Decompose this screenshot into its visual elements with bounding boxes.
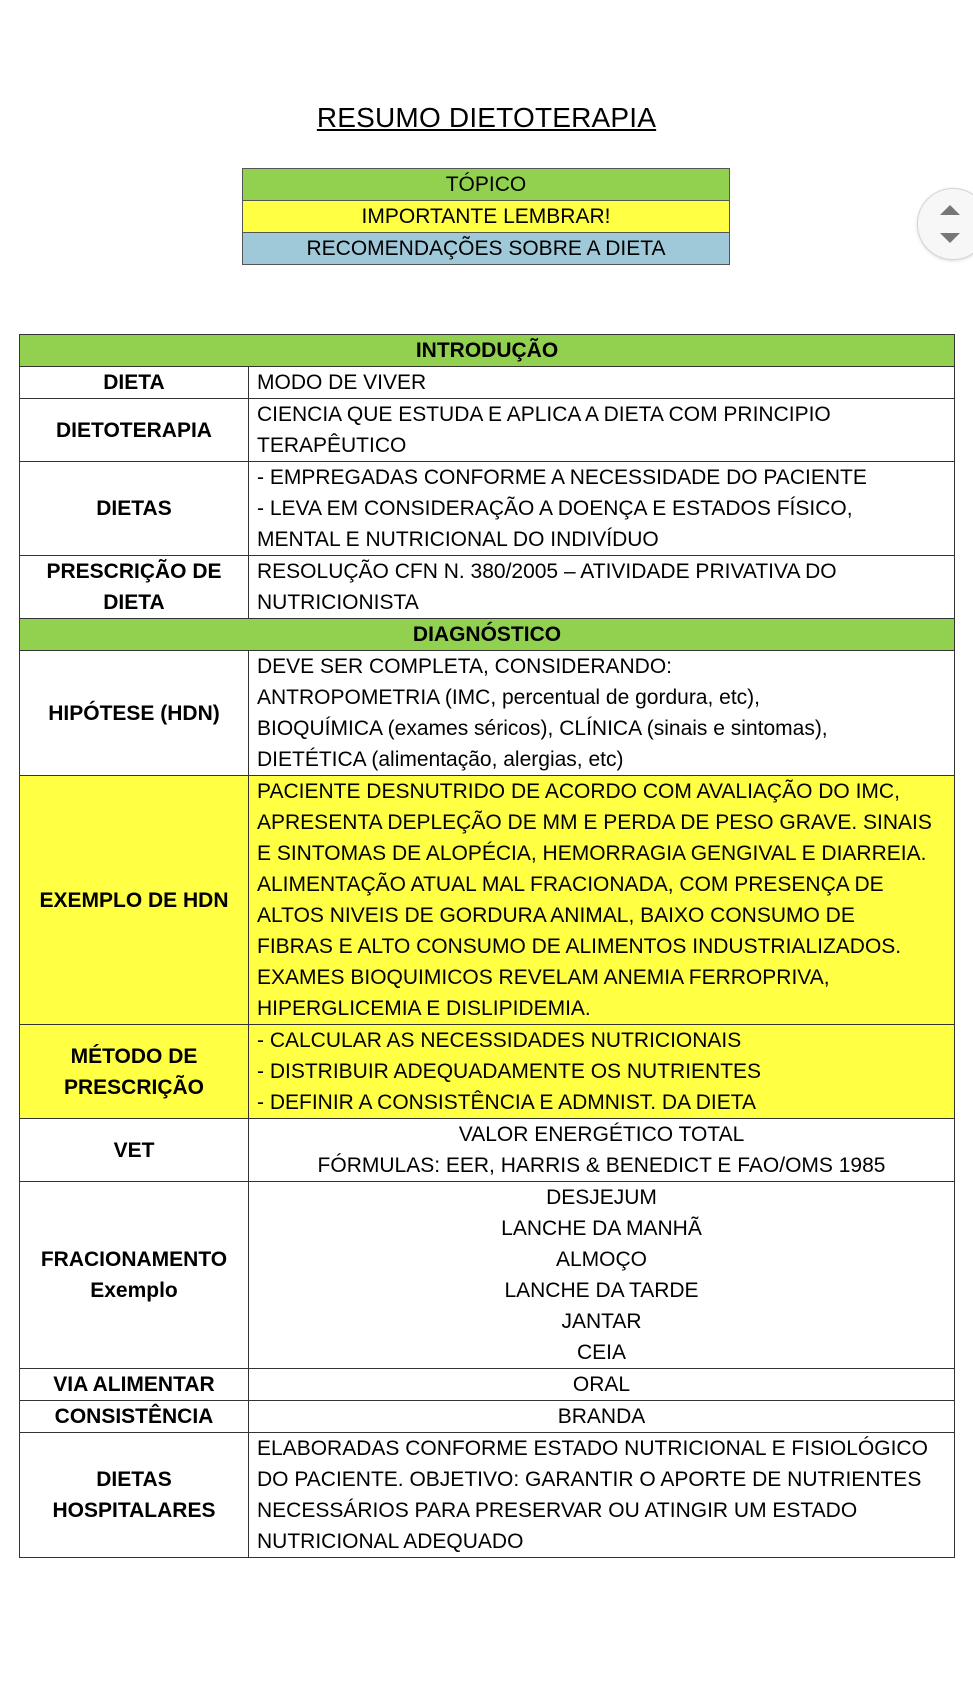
content-line: CIENCIA QUE ESTUDA E APLICA A DIETA COM PRINCIPIO	[257, 403, 831, 426]
row-dietas	[20, 462, 955, 556]
content-line: ELABORADAS CONFORME ESTADO NUTRICIONAL E FISIOLÓGICO	[257, 1437, 928, 1460]
row-vet	[20, 1119, 955, 1182]
content-line: NECESSÁRIOS PARA PRESERVAR OU ATINGIR UM ESTADO	[257, 1499, 858, 1522]
row-dietoterapia	[20, 399, 955, 462]
content-line: LANCHE DA TARDE	[504, 1279, 699, 1302]
legend-topic: TÓPICO	[243, 169, 729, 201]
summary-table	[19, 334, 955, 1558]
row-content	[249, 1025, 955, 1119]
row-content	[249, 1433, 955, 1558]
row-content	[249, 776, 955, 1025]
content-line: DEVE SER COMPLETA, CONSIDERANDO:	[257, 655, 673, 678]
row-prescricao	[20, 556, 955, 619]
row-label	[20, 1025, 249, 1119]
content-line: CEIA	[577, 1341, 627, 1364]
content-line: NUTRICIONISTA	[257, 591, 419, 614]
row-content	[249, 1182, 955, 1369]
row-fracionamento	[20, 1182, 955, 1369]
row-label: DIETAS	[20, 462, 249, 556]
row-label: VIA ALIMENTAR	[20, 1369, 249, 1401]
content-line: PACIENTE DESNUTRIDO DE ACORDO COM AVALIAÇÃO DO IMC,	[257, 780, 900, 803]
chevron-up-icon[interactable]	[940, 205, 960, 215]
row-label: HIPÓTESE (HDN)	[20, 651, 249, 776]
content-line: FIBRAS E ALTO CONSUMO DE ALIMENTOS INDUSTRIALIZADOS.	[257, 935, 902, 958]
content-line: - DEFINIR A CONSISTÊNCIA E ADMNIST. DA DIETA	[257, 1091, 757, 1114]
content-line: E SINTOMAS DE ALOPÉCIA, HEMORRAGIA GENGIVAL E DIARREIA.	[257, 842, 927, 865]
row-hipotese	[20, 651, 955, 776]
content-line: TERAPÊUTICO	[257, 434, 407, 457]
content-line: ALMOÇO	[556, 1248, 648, 1271]
content-line: LANCHE DA MANHÃ	[501, 1217, 702, 1240]
content-line: - LEVA EM CONSIDERAÇÃO A DOENÇA E ESTADOS FÍSICO,	[257, 497, 853, 520]
label-line: MÉTODO DE	[70, 1044, 198, 1068]
content-line: APRESENTA DEPLEÇÃO DE MM E PERDA DE PESO GRAVE. SINAIS	[257, 811, 932, 834]
content-line: EXAMES BIOQUIMICOS REVELAM ANEMIA FERROPRIVA,	[257, 966, 830, 989]
legend-important: IMPORTANTE LEMBRAR!	[243, 201, 729, 233]
section-header-intro	[20, 335, 955, 367]
row-content	[249, 651, 955, 776]
row-via-alimentar	[20, 1369, 955, 1401]
row-metodo	[20, 1025, 955, 1119]
label-line: PRESCRIÇÃO DE	[46, 560, 222, 583]
label-line: DIETA	[103, 591, 165, 614]
label-line: FRACIONAMENTO	[40, 1248, 228, 1271]
row-label: EXEMPLO DE HDN	[20, 776, 249, 1025]
content-line: - CALCULAR AS NECESSIDADES NUTRICIONAIS	[257, 1029, 742, 1052]
content-line: RESOLUÇÃO CFN N. 380/2005 – ATIVIDADE PRIVATIVA DO	[257, 560, 837, 583]
content-line: ALTOS NIVEIS DE GORDURA ANIMAL, BAIXO CONSUMO DE	[257, 904, 855, 927]
content-line: VALOR ENERGÉTICO TOTAL	[458, 1123, 745, 1146]
row-dieta	[20, 367, 955, 399]
label-line: Exemplo	[90, 1279, 178, 1302]
row-dietas-hospitalares	[20, 1433, 955, 1558]
row-label: DIETA	[20, 367, 249, 399]
content-line: DESJEJUM	[546, 1186, 657, 1209]
row-label: CONSISTÊNCIA	[20, 1401, 249, 1433]
row-content	[249, 399, 955, 462]
content-line: DIETÉTICA (alimentação, alergias, etc)	[257, 748, 624, 771]
content-line: - EMPREGADAS CONFORME A NECESSIDADE DO PACIENTE	[257, 466, 867, 489]
content-line: NUTRICIONAL ADEQUADO	[257, 1530, 524, 1553]
content-line: JANTAR	[561, 1310, 642, 1333]
row-content: BRANDA	[249, 1401, 955, 1433]
row-label: DIETOTERAPIA	[20, 399, 249, 462]
content-line: ANTROPOMETRIA (IMC, percentual de gordura, etc),	[257, 686, 760, 709]
content-line: - DISTRIBUIR ADEQUADAMENTE OS NUTRIENTES	[257, 1060, 762, 1083]
page-navigator[interactable]	[917, 188, 973, 260]
content-line: BIOQUÍMICA (exames séricos), CLÍNICA (sinais e sintomas),	[257, 717, 828, 740]
color-legend	[242, 168, 730, 265]
legend-recommendations: RECOMENDAÇÕES SOBRE A DIETA	[243, 233, 729, 264]
section-title: DIAGNÓSTICO	[20, 619, 955, 651]
content-line: ALIMENTAÇÃO ATUAL MAL FRACIONADA, COM PRESENÇA DE	[257, 873, 884, 896]
row-content	[249, 1119, 955, 1182]
row-content: ORAL	[249, 1369, 955, 1401]
row-consistencia	[20, 1401, 955, 1433]
row-exemplo-hdn	[20, 776, 955, 1025]
content-line: HIPERGLICEMIA E DISLIPIDEMIA.	[257, 997, 591, 1020]
document-title: RESUMO DIETOTERAPIA	[316, 102, 657, 133]
row-content	[249, 556, 955, 619]
row-label	[20, 1433, 249, 1558]
content-line: MENTAL E NUTRICIONAL DO INDIVÍDUO	[257, 528, 659, 551]
content-line: DO PACIENTE. OBJETIVO: GARANTIR O APORTE DE NUTRIENTES	[257, 1468, 922, 1491]
chevron-down-icon[interactable]	[940, 233, 960, 243]
row-content	[249, 462, 955, 556]
label-line: DIETAS	[96, 1468, 172, 1491]
section-header-diagnostico	[20, 619, 955, 651]
row-content: MODO DE VIVER	[249, 367, 955, 399]
row-label: VET	[20, 1119, 249, 1182]
content-line: FÓRMULAS: EER, HARRIS & BENEDICT E FAO/OMS 1985	[317, 1154, 886, 1177]
label-line: PRESCRIÇÃO	[63, 1075, 205, 1099]
row-label	[20, 1182, 249, 1369]
row-label	[20, 556, 249, 619]
section-title: INTRODUÇÃO	[20, 335, 955, 367]
label-line: HOSPITALARES	[52, 1499, 216, 1522]
